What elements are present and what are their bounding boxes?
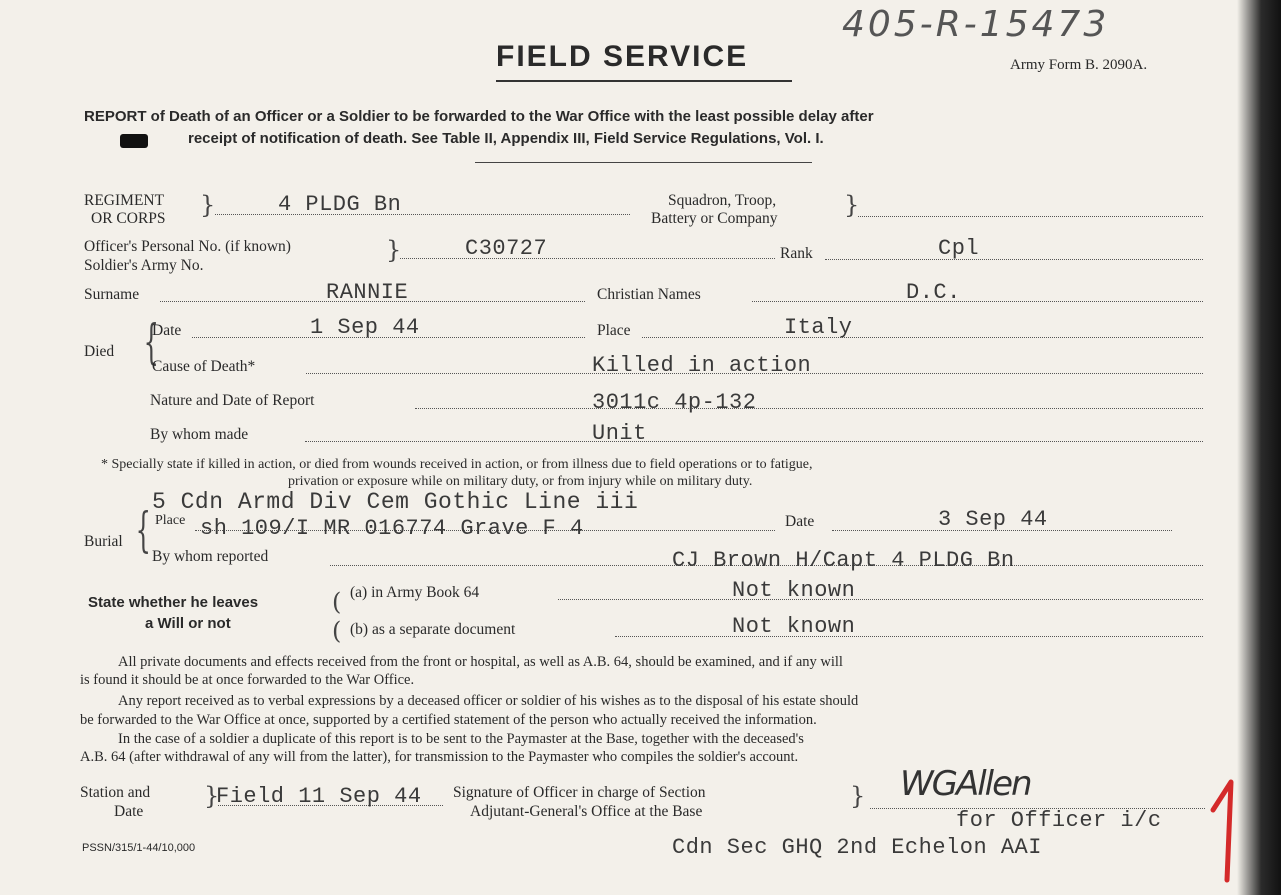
nature-of-report-label: Nature and Date of Report	[150, 392, 315, 409]
surname-value: RANNIE	[326, 280, 409, 305]
soldier-number-label: Soldier's Army No.	[84, 257, 204, 274]
scan-edge-shadow	[1237, 0, 1281, 895]
will-b-line	[615, 636, 1203, 637]
died-brace: {	[143, 314, 159, 370]
burial-place-label: Place	[155, 513, 186, 528]
title-underline	[496, 80, 792, 82]
date-died-label: Date	[152, 322, 182, 339]
cemetery-value: 5 Cdn Armd Div Cem Gothic Line iii	[152, 489, 639, 515]
footnote-line1: * Specially state if killed in action, or died from wounds received in action, or from illness due to field operations or to fatigue,	[101, 457, 813, 472]
cause-of-death-label: Cause of Death*	[152, 358, 256, 375]
report-heading-line1: REPORT of Death of an Officer or a Soldier to be forwarded to the War Office with the least possible delay after	[84, 108, 874, 125]
burial-date-label: Date	[785, 513, 815, 530]
instruction-para3-line2: A.B. 64 (after withdrawal of any will from the latter), for transmission to the Paymaster who compiles the soldier's account.	[80, 749, 799, 765]
handwritten-signature: WGAllen	[900, 764, 1031, 804]
footnote-line2: privation or exposure while on military duty, or from injury while on military duty.	[288, 474, 753, 489]
nature-of-report-line	[415, 408, 1203, 409]
will-brace: (	[332, 588, 342, 616]
regiment-brace: }	[200, 191, 216, 219]
reported-by-label: By whom reported	[152, 548, 269, 565]
christian-names-label: Christian Names	[597, 286, 701, 303]
will-a-label: (a) in Army Book 64	[350, 584, 480, 601]
squadron-brace: }	[844, 191, 860, 219]
place-died-value: Italy	[784, 315, 853, 340]
will-brace-b: (	[332, 617, 342, 645]
corps-label: OR CORPS	[91, 210, 166, 227]
signature-brace: }	[850, 782, 866, 810]
will-a-line	[558, 599, 1203, 600]
number-value: C30727	[465, 236, 548, 261]
by-whom-made-value: Unit	[592, 421, 647, 446]
reported-by-value: CJ Brown H/Capt 4 PLDG Bn	[672, 548, 1015, 573]
by-whom-made-line	[305, 441, 1203, 442]
burial-label: Burial	[84, 533, 123, 550]
station-value: Field 11 Sep 44	[216, 784, 422, 809]
surname-label: Surname	[84, 286, 140, 303]
signature-label-line1: Signature of Officer in charge of Section	[453, 784, 706, 801]
squadron-line	[858, 216, 1203, 217]
report-heading-line2: receipt of notification of death. See Table II, Appendix III, Field Service Regulations, Vol. I.	[188, 130, 824, 147]
station-date-label: Date	[114, 803, 144, 820]
print-code: PSSN/315/1-44/10,000	[82, 842, 196, 854]
place-died-line	[642, 337, 1203, 338]
station-label: Station and	[80, 784, 151, 801]
place-died-label: Place	[597, 322, 631, 339]
by-whom-made-label: By whom made	[150, 426, 249, 443]
christian-names-value: D.C.	[906, 280, 961, 305]
rank-label: Rank	[780, 245, 813, 262]
signature-label-line2: Adjutant-General's Office at the Base	[470, 803, 703, 820]
rank-line	[825, 259, 1203, 260]
squadron-label: Squadron, Troop,	[668, 192, 777, 209]
date-died-value: 1 Sep 44	[310, 315, 420, 340]
christian-names-line	[752, 301, 1203, 302]
nature-of-report-value: 3011c 4p-132	[592, 390, 757, 415]
station-brace: }	[204, 782, 220, 810]
officer-number-label: Officer's Personal No. (if known)	[84, 238, 291, 255]
form-title: FIELD SERVICE	[496, 40, 749, 73]
file-reference: 405-R-15473	[842, 4, 1110, 45]
instruction-para1-line1: All private documents and effects received from the front or hospital, as well as A.B. 64, should be examined, and if any will	[118, 654, 843, 670]
will-b-value: Not known	[732, 614, 856, 639]
burial-date-value: 3 Sep 44	[938, 507, 1048, 532]
instruction-para2-line1: Any report received as to verbal expressions by a deceased officer or soldier of his wishes as to the disposal of his estate should	[118, 693, 859, 709]
died-label: Died	[84, 343, 115, 360]
battery-label: Battery or Company	[651, 210, 778, 227]
instruction-para2-line2: be forwarded to the War Office at once, supported by a certified statement of the person who actually received the information.	[80, 712, 817, 728]
burial-place-value: sh 109/I MR 016774 Grave F 4	[200, 516, 584, 541]
rank-value: Cpl	[938, 236, 980, 261]
heading-rule	[475, 162, 812, 163]
instruction-para1-line2: is found it should be at once forwarded to the War Office.	[80, 672, 415, 688]
ink-blot	[120, 134, 148, 148]
burial-brace: {	[135, 502, 151, 558]
will-a-value: Not known	[732, 578, 856, 603]
will-b-label: (b) as a separate document	[350, 621, 516, 638]
will-question-line2: a Will or not	[145, 615, 231, 632]
number-line	[400, 258, 775, 259]
regiment-value: 4 PLDG Bn	[278, 192, 402, 217]
number-brace: }	[386, 236, 402, 264]
cause-of-death-value: Killed in action	[592, 353, 812, 378]
for-officer-value: for Officer i/c	[956, 808, 1162, 833]
instruction-para3-line1: In the case of a soldier a duplicate of this report is to be sent to the Paymaster at the Base, together with the deceased's	[118, 731, 804, 747]
unit-stamp: Cdn Sec GHQ 2nd Echelon AAI	[672, 835, 1042, 860]
form-number: Army Form B. 2090A.	[1010, 57, 1148, 73]
will-question-line1: State whether he leaves	[88, 594, 259, 611]
regiment-label: REGIMENT	[84, 192, 165, 209]
